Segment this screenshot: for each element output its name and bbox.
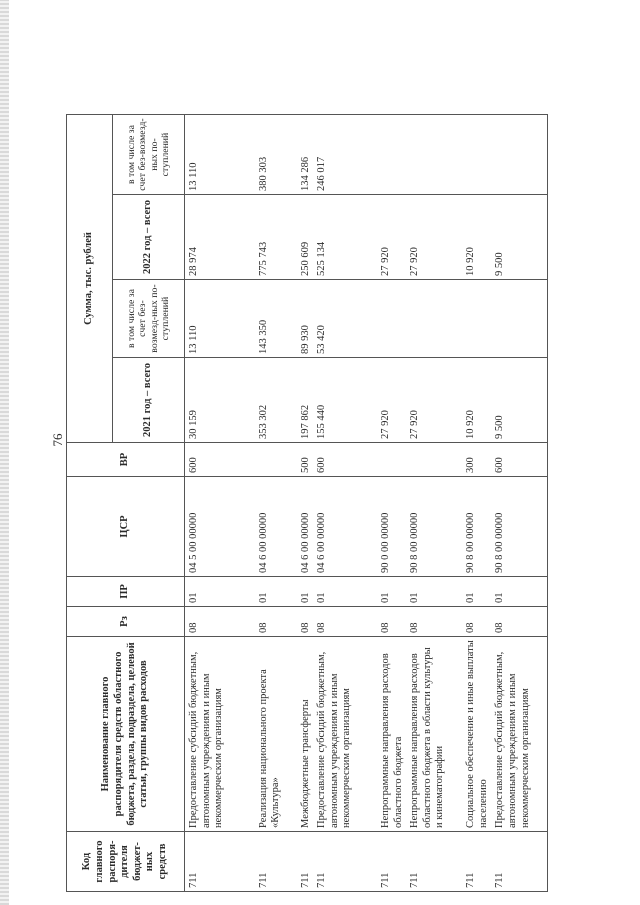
cell-2021-total: 9 500 bbox=[491, 358, 547, 443]
cell-2021-total: 353 302 bbox=[255, 358, 297, 443]
cell-vr: 600 bbox=[491, 443, 547, 477]
cell-name: Предоставление субсидий бюджетным, автономным учреждениям и иным некоммерческим организациям bbox=[491, 637, 547, 832]
cell-2021-free bbox=[491, 280, 547, 358]
cell-2022-free bbox=[406, 115, 462, 195]
cell-2021-free bbox=[462, 280, 491, 358]
header-name: Наименование главного распорядителя средств областного бюджета, раздела, подраздела, целевой статьи, группы видов расходов bbox=[67, 637, 185, 832]
header-2022-incl: в том числе за счет без-возмезд-ных по-ступлений bbox=[113, 115, 185, 195]
cell-pr: 01 bbox=[377, 577, 406, 607]
cell-code: 711 bbox=[462, 832, 491, 892]
cell-name: Непрограммные направления расходов областного бюджета в области культуры и кинематографии bbox=[406, 637, 462, 832]
cell-code: 711 bbox=[377, 832, 406, 892]
cell-csr: 04 6 00 00000 bbox=[297, 477, 314, 577]
cell-code: 711 bbox=[185, 832, 255, 892]
cell-rz: 08 bbox=[377, 607, 406, 637]
scan-edge bbox=[0, 0, 9, 905]
cell-rz: 08 bbox=[491, 607, 547, 637]
cell-pr: 01 bbox=[313, 577, 377, 607]
cell-2022-total: 250 609 bbox=[297, 195, 314, 280]
cell-vr: 300 bbox=[462, 443, 491, 477]
cell-2021-total: 27 920 bbox=[377, 358, 406, 443]
cell-2022-total: 775 743 bbox=[255, 195, 297, 280]
cell-rz: 08 bbox=[462, 607, 491, 637]
cell-rz: 08 bbox=[185, 607, 255, 637]
cell-csr: 04 6 00 00000 bbox=[313, 477, 377, 577]
header-csr: ЦСР bbox=[67, 477, 185, 577]
cell-rz: 08 bbox=[255, 607, 297, 637]
cell-vr bbox=[377, 443, 406, 477]
cell-2021-free: 13 110 bbox=[185, 280, 255, 358]
table-row bbox=[462, 115, 491, 892]
cell-2021-total: 27 920 bbox=[406, 358, 462, 443]
cell-2022-total: 525 134 bbox=[313, 195, 377, 280]
cell-name: Непрограммные направления расходов областного бюджета bbox=[377, 637, 406, 832]
header-code: Код главного распоря-дителя бюджет-ных средств bbox=[67, 832, 185, 892]
table-row bbox=[185, 115, 255, 892]
table-row bbox=[491, 115, 547, 892]
rotated-page bbox=[20, 0, 620, 900]
table-row bbox=[313, 115, 377, 892]
cell-csr: 90 8 00 00000 bbox=[491, 477, 547, 577]
cell-2021-free: 89 930 bbox=[297, 280, 314, 358]
header-pr: ПР bbox=[67, 577, 185, 607]
cell-name: Межбюджетные трансферты bbox=[297, 637, 314, 832]
cell-name: Предоставление субсидий бюджетным, автономным учреждениям и иным некоммерческим организациям bbox=[185, 637, 255, 832]
cell-vr bbox=[406, 443, 462, 477]
table-row bbox=[406, 115, 462, 892]
cell-2022-total: 28 974 bbox=[185, 195, 255, 280]
cell-csr: 90 8 00 00000 bbox=[406, 477, 462, 577]
table-row bbox=[255, 115, 297, 892]
header-2021-total: 2021 год – всего bbox=[113, 358, 185, 443]
cell-2022-free: 246 017 bbox=[313, 115, 377, 195]
cell-vr: 500 bbox=[297, 443, 314, 477]
cell-name: Предоставление субсидий бюджетным, автономным учреждениям и иным некоммерческим организациям bbox=[313, 637, 377, 832]
cell-csr: 04 5 00 00000 bbox=[185, 477, 255, 577]
cell-pr: 01 bbox=[462, 577, 491, 607]
cell-name: Социальное обеспечение и иные выплаты населению bbox=[462, 637, 491, 832]
cell-2021-total: 155 440 bbox=[313, 358, 377, 443]
cell-code: 711 bbox=[406, 832, 462, 892]
cell-vr: 600 bbox=[313, 443, 377, 477]
cell-2021-free bbox=[406, 280, 462, 358]
cell-pr: 01 bbox=[185, 577, 255, 607]
cell-code: 711 bbox=[255, 832, 297, 892]
cell-2022-total: 9 500 bbox=[491, 195, 547, 280]
cell-rz: 08 bbox=[406, 607, 462, 637]
header-vr: ВР bbox=[67, 443, 185, 477]
cell-2022-total: 27 920 bbox=[406, 195, 462, 280]
header-2021-incl: в том числе за счет без-возмезд-ных по-ступлений bbox=[113, 280, 185, 358]
cell-pr: 01 bbox=[406, 577, 462, 607]
cell-pr: 01 bbox=[491, 577, 547, 607]
header-rz: Рз bbox=[67, 607, 185, 637]
cell-2021-free: 143 350 bbox=[255, 280, 297, 358]
table-row bbox=[297, 115, 314, 892]
cell-2022-free: 134 286 bbox=[297, 115, 314, 195]
cell-2022-total: 10 920 bbox=[462, 195, 491, 280]
cell-2022-free bbox=[377, 115, 406, 195]
cell-2022-total: 27 920 bbox=[377, 195, 406, 280]
cell-pr: 01 bbox=[297, 577, 314, 607]
cell-code: 711 bbox=[491, 832, 547, 892]
cell-2021-total: 10 920 bbox=[462, 358, 491, 443]
cell-csr: 04 6 00 00000 bbox=[255, 477, 297, 577]
cell-vr: 600 bbox=[185, 443, 255, 477]
cell-2021-free bbox=[377, 280, 406, 358]
cell-2022-free bbox=[491, 115, 547, 195]
cell-rz: 08 bbox=[297, 607, 314, 637]
table-row bbox=[377, 115, 406, 892]
cell-csr: 90 8 00 00000 bbox=[462, 477, 491, 577]
cell-2022-free bbox=[462, 115, 491, 195]
cell-2022-free: 380 303 bbox=[255, 115, 297, 195]
cell-2021-total: 197 862 bbox=[297, 358, 314, 443]
cell-2022-free: 13 110 bbox=[185, 115, 255, 195]
cell-csr: 90 0 00 00000 bbox=[377, 477, 406, 577]
header-sum: Сумма, тыс. рублей bbox=[67, 115, 113, 443]
page-number: 76 bbox=[50, 433, 65, 447]
cell-pr: 01 bbox=[255, 577, 297, 607]
cell-rz: 08 bbox=[313, 607, 377, 637]
cell-code: 711 bbox=[313, 832, 377, 892]
budget-table bbox=[66, 114, 548, 892]
header-2022-total: 2022 год – всего bbox=[113, 195, 185, 280]
cell-2021-total: 30 159 bbox=[185, 358, 255, 443]
cell-vr bbox=[255, 443, 297, 477]
cell-2021-free: 53 420 bbox=[313, 280, 377, 358]
cell-code: 711 bbox=[297, 832, 314, 892]
cell-name: Реализация национального проекта «Культура» bbox=[255, 637, 297, 832]
